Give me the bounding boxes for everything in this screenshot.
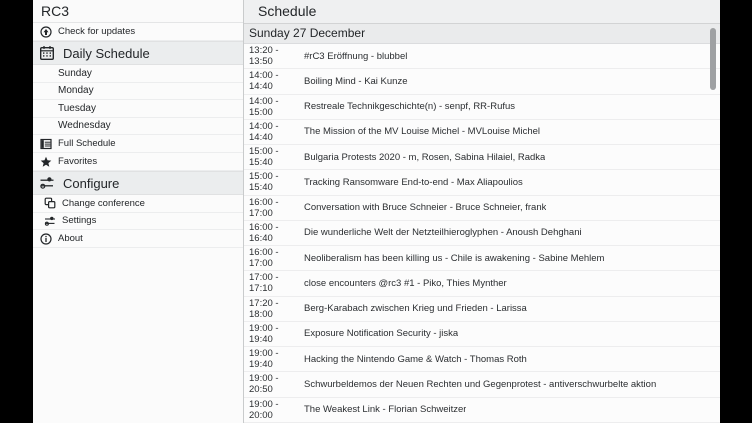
sidebar-section-label: Daily Schedule: [63, 45, 150, 61]
sidebar-item-label: Favorites: [58, 156, 98, 167]
day-section-label: Sunday 27 December: [249, 26, 366, 40]
event-title: Bulgaria Protests 2020 - m, Rosen, Sabina Hilaiel, Radka: [304, 151, 546, 163]
event-time: 19:00 - 20:00: [249, 398, 279, 421]
sidebar-item-label: Change conference: [62, 197, 145, 209]
desktop-background-left: [0, 0, 33, 423]
switch-conference-icon: [44, 197, 56, 209]
event-row[interactable]: [244, 44, 720, 69]
sliders-icon: [44, 215, 56, 227]
sidebar-item-label: Full Schedule: [58, 138, 116, 149]
sidebar-item-full-schedule[interactable]: [33, 135, 243, 153]
event-time: 19:00 - 20:50: [249, 373, 279, 396]
page-title: Schedule: [258, 3, 317, 19]
event-row[interactable]: [244, 398, 720, 423]
sidebar-item-tuesday[interactable]: [33, 100, 243, 118]
star-icon: [40, 156, 52, 168]
sidebar-section-label: Configure: [63, 175, 120, 191]
schedule-page: [244, 0, 720, 423]
event-title: Neoliberalism has been killing us - Chile is awakening - Sabine Mehlem: [304, 252, 605, 264]
event-row[interactable]: [244, 95, 720, 120]
event-time: 19:00 - 19:40: [249, 322, 279, 345]
event-title: Tracking Ransomware End-to-end - Max Aliapoulios: [304, 176, 523, 188]
event-row[interactable]: [244, 372, 720, 397]
conference-title: RC3: [41, 3, 70, 19]
event-title: Hacking the Nintendo Game & Watch - Thomas Roth: [304, 353, 527, 365]
event-time: 17:20 - 18:00: [249, 297, 279, 320]
event-time: 16:00 - 17:00: [249, 196, 279, 219]
event-row[interactable]: [244, 297, 720, 322]
event-title: Die wunderliche Welt der Netzteilhieroglyphen - Anoush Dehghani: [304, 227, 582, 239]
event-time: 14:00 - 14:40: [249, 70, 279, 93]
page-header: [244, 0, 720, 24]
sidebar-item-sunday[interactable]: [33, 65, 243, 83]
event-row[interactable]: [244, 145, 720, 170]
app-window: [33, 0, 720, 423]
event-row[interactable]: [244, 69, 720, 94]
event-title: #rC3 Eröffnung - blubbel: [304, 50, 408, 62]
event-list: [244, 44, 720, 423]
event-row[interactable]: [244, 347, 720, 372]
sidebar-section-daily-schedule[interactable]: [33, 41, 243, 65]
event-row[interactable]: [244, 170, 720, 195]
event-title: Berg-Karabach zwischen Krieg und Frieden - Larissa: [304, 303, 527, 315]
event-row[interactable]: [244, 322, 720, 347]
sliders-icon: [39, 175, 55, 191]
event-title: close encounters @rc3 #1 - Piko, Thies Mynther: [304, 277, 507, 289]
sidebar-section-configure[interactable]: [33, 171, 243, 195]
event-time: 16:00 - 17:00: [249, 247, 279, 270]
info-icon: [40, 233, 52, 245]
day-section-header: [244, 24, 720, 44]
event-time: 15:00 - 15:40: [249, 171, 279, 194]
calendar-icon: [39, 45, 55, 61]
day-label: Tuesday: [58, 102, 96, 114]
sidebar-item-check-for-updates[interactable]: [33, 23, 243, 41]
event-time: 19:00 - 19:40: [249, 348, 279, 371]
event-time: 17:00 - 17:10: [249, 272, 279, 295]
event-time: 13:20 - 13:50: [249, 45, 279, 68]
sidebar-title: [33, 0, 243, 23]
update-icon: [40, 26, 52, 38]
event-row[interactable]: [244, 196, 720, 221]
sidebar-item-change-conference[interactable]: [33, 195, 243, 213]
event-title: Conversation with Bruce Schneier - Bruce Schneier, frank: [304, 202, 547, 214]
event-time: 14:00 - 14:40: [249, 120, 279, 143]
list-icon: [40, 138, 52, 150]
sidebar-item-monday[interactable]: [33, 83, 243, 101]
event-row[interactable]: [244, 246, 720, 271]
sidebar-item-favorites[interactable]: [33, 153, 243, 171]
day-label: Wednesday: [58, 120, 111, 132]
event-row[interactable]: [244, 221, 720, 246]
event-title: Restreale Technikgeschichte(n) - senpf, RR-Rufus: [304, 101, 516, 113]
event-title: The Mission of the MV Louise Michel - MVLouise Michel: [304, 126, 541, 138]
event-title: The Weakest Link - Florian Schweitzer: [304, 404, 467, 416]
event-time: 16:00 - 16:40: [249, 221, 279, 244]
sidebar-item-label: About: [58, 233, 83, 244]
event-row[interactable]: [244, 271, 720, 296]
sidebar-item-about[interactable]: [33, 230, 243, 248]
vertical-scrollbar[interactable]: [710, 28, 716, 90]
event-row[interactable]: [244, 120, 720, 145]
day-label: Monday: [58, 85, 94, 97]
event-title: Boiling Mind - Kai Kunze: [304, 75, 408, 87]
event-time: 15:00 - 15:40: [249, 146, 279, 169]
sidebar-item-label: Settings: [62, 215, 97, 227]
sidebar: [33, 0, 244, 423]
desktop-background-right: [720, 0, 752, 423]
sidebar-item-wednesday[interactable]: [33, 118, 243, 136]
sidebar-item-settings[interactable]: [33, 213, 243, 231]
event-title: Exposure Notification Security - jiska: [304, 328, 459, 340]
sidebar-item-label: Check for updates: [58, 26, 136, 37]
event-time: 14:00 - 15:00: [249, 95, 279, 118]
event-title: Schwurbeldemos der Neuen Rechten und Gegenprotest - antiverschwurbelte aktion: [304, 378, 657, 390]
day-label: Sunday: [58, 67, 92, 79]
